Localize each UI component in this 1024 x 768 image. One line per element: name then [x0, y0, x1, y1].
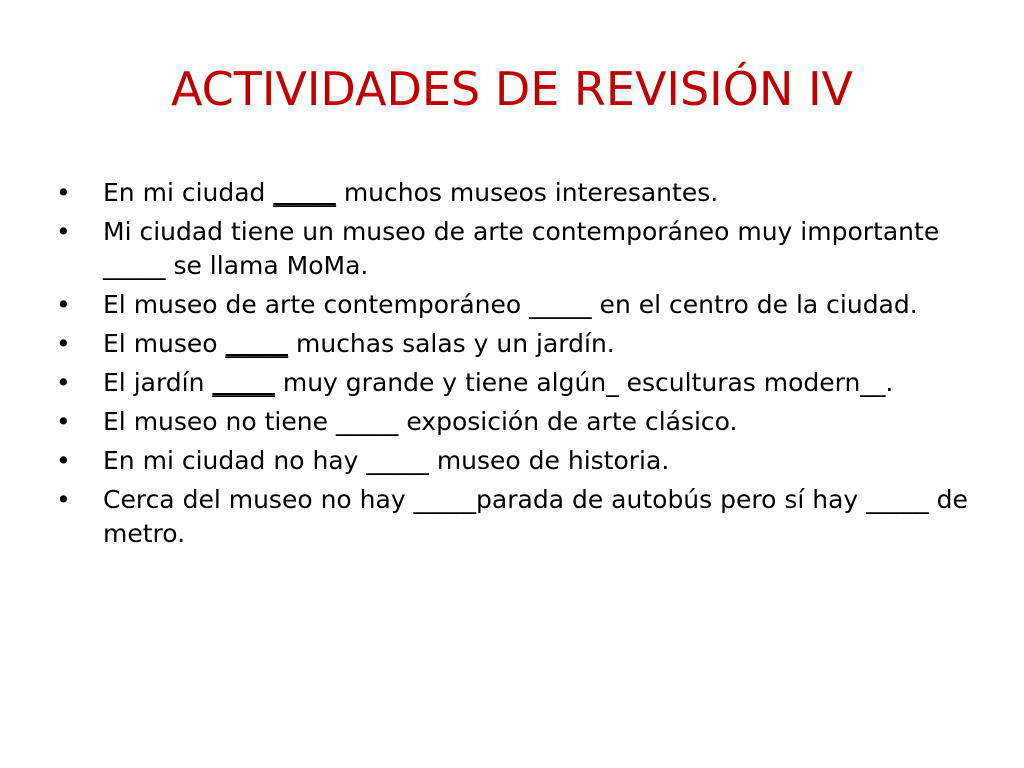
bullet-icon: • — [56, 368, 71, 397]
list-item — [56, 483, 976, 551]
item-text: muchas salas y un jardín. — [288, 329, 615, 358]
list-item — [56, 444, 976, 478]
item-text: El museo — [103, 329, 226, 358]
bullet-icon: • — [56, 485, 71, 514]
list-item — [56, 327, 976, 361]
list-item — [56, 366, 976, 400]
item-text: El museo no tiene _____ exposición de arte clásico. — [103, 407, 738, 436]
list-item — [56, 215, 976, 283]
item-text: Mi ciudad tiene un museo de arte contemporáneo muy importante _____ se llama MoMa. — [103, 217, 940, 280]
bullet-icon: • — [56, 329, 71, 358]
item-text: El museo de arte contemporáneo _____ en el centro de la ciudad. — [103, 290, 918, 319]
bullet-icon: • — [56, 290, 71, 319]
bullet-icon: • — [56, 407, 71, 436]
bullet-icon: • — [56, 178, 71, 207]
item-text: El jardín — [103, 368, 213, 397]
item-text: En mi ciudad no hay _____ museo de historia. — [103, 446, 670, 475]
list-item — [56, 176, 976, 210]
item-text: En mi ciudad — [103, 178, 274, 207]
item-text: muy grande y tiene algún_ esculturas modern__. — [274, 368, 894, 397]
blank-underlined: _____ — [225, 329, 289, 358]
list-item — [56, 288, 976, 322]
list-item — [56, 405, 976, 439]
blank-underlined: _____ — [273, 178, 336, 207]
bullet-icon: • — [56, 446, 71, 475]
item-text: Cerca del museo no hay _____parada de autobús pero sí hay _____ de metro. — [103, 485, 968, 548]
blank-underlined: _____ — [212, 368, 275, 397]
bullet-icon: • — [56, 217, 71, 246]
slide-title: ACTIVIDADES DE REVISIÓN IV — [170, 62, 854, 116]
exercise-list — [56, 176, 976, 556]
item-text: muchos museos interesantes. — [335, 178, 719, 207]
